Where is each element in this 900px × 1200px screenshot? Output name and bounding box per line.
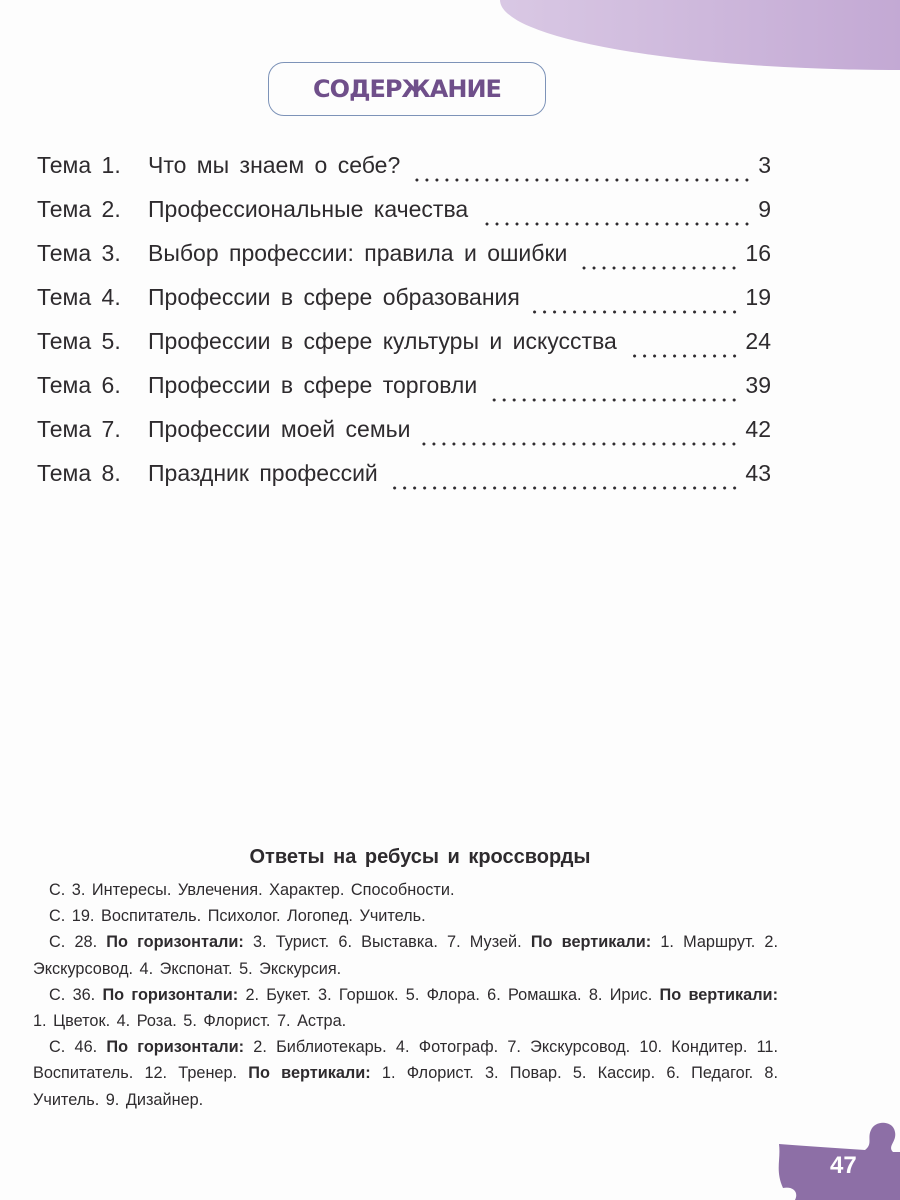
toc-entry[interactable] [37,372,771,416]
answer-direction-label: По горизонтали: [106,1038,245,1057]
answer-direction-label: По вертикали: [659,985,778,1004]
answers-heading: Ответы на ребусы и кроссворды [249,846,591,868]
answer-text: С. 36. [49,985,103,1004]
toc-topic-number: Тема 4. [37,284,121,310]
toc-page-number: 43 [745,460,771,486]
answer-text: С. 19. Воспитатель. Психолог. Логопед. Учитель. [49,907,426,926]
toc-leader-dots [629,352,740,360]
toc-page-number: 42 [745,416,771,442]
answer-paragraph [33,929,778,981]
answers-text [33,877,778,1113]
toc-topic-title: Профессии в сфере образования [148,284,520,310]
answer-paragraph [33,1034,778,1113]
toc-topic-title: Профессии в сфере торговли [148,372,478,398]
puzzle-piece-icon [775,1100,900,1200]
toc-topic-number: Тема 2. [37,196,121,222]
toc-topic-title: Профессии моей семьи [148,416,411,442]
toc-leader-dots [412,176,752,184]
toc-topic-number: Тема 5. [37,328,121,354]
toc-page-number: 16 [745,240,771,266]
toc-entry[interactable] [37,240,771,284]
toc-page-number: 3 [758,152,771,178]
toc-topic-number: Тема 7. [37,416,121,442]
page-title: СОДЕРЖАНИЕ [313,75,501,103]
toc-topic-number: Тема 8. [37,460,121,486]
answer-text: 1. Флорист. 3. Повар. 5. Кассир. 6. Педагог. 8. Учитель. 9. Дизайнер. [33,1064,778,1109]
toc-entry[interactable] [37,328,771,372]
answer-text: 2. Библиотекарь. 4. Фотограф. 7. Экскурсовод. 10. Кондитер. 11. Воспитатель. 12. Тренер. [33,1038,779,1083]
answer-text: 2. Букет. 3. Горшок. 5. Флора. 6. Ромашка. 8. Ирис. [238,985,660,1004]
answer-direction-label: По вертикали: [248,1064,371,1083]
answer-text: 3. Турист. 6. Выставка. 7. Музей. [243,933,531,952]
answer-paragraph [33,903,778,929]
answer-text: С. 46. [49,1038,107,1057]
toc-topic-title: Выбор профессии: правила и ошибки [148,240,568,266]
toc-entry[interactable] [37,196,771,240]
toc-topic-title: Профессиональные качества [148,196,469,222]
answer-text: С. 28. [49,933,107,952]
page-number: 47 [830,1152,857,1179]
answer-text: 1. Маршрут. 2. Экскурсовод. 4. Экспонат. 5. Экскурсия. [33,933,778,978]
toc-entry[interactable] [37,152,771,196]
toc-leader-dots [422,440,739,448]
toc-page-number: 9 [758,196,771,222]
toc-leader-dots [579,264,739,272]
toc-page-number: 24 [745,328,771,354]
toc-page-number: 19 [745,284,771,310]
answer-direction-label: По горизонтали: [102,985,239,1004]
toc-topic-title: Профессии в сфере культуры и искусства [148,328,617,354]
toc-topic-title: Что мы знаем о себе? [148,152,401,178]
contents-title-box [268,62,546,116]
toc-leader-dots [390,484,740,492]
decorative-purple-shape [500,0,900,70]
answer-paragraph [33,982,778,1034]
answer-text: С. 3. Интересы. Увлечения. Характер. Способности. [49,881,455,899]
answer-text: 1. Цветок. 4. Роза. 5. Флорист. 7. Астра. [33,1012,347,1031]
toc-leader-dots [480,220,752,228]
toc-topic-number: Тема 6. [37,372,121,398]
table-of-contents [37,152,771,504]
answer-paragraph [33,877,778,903]
toc-topic-number: Тема 1. [37,152,121,178]
answer-direction-label: По горизонтали: [106,933,244,952]
toc-leader-dots [489,396,739,404]
toc-leader-dots [532,308,740,316]
toc-page-number: 39 [745,372,771,398]
answer-direction-label: По вертикали: [530,933,652,952]
toc-topic-title: Праздник профессий [148,460,378,486]
toc-topic-number: Тема 3. [37,240,121,266]
toc-entry[interactable] [37,284,771,328]
toc-entry[interactable] [37,416,771,460]
toc-entry[interactable] [37,460,771,504]
